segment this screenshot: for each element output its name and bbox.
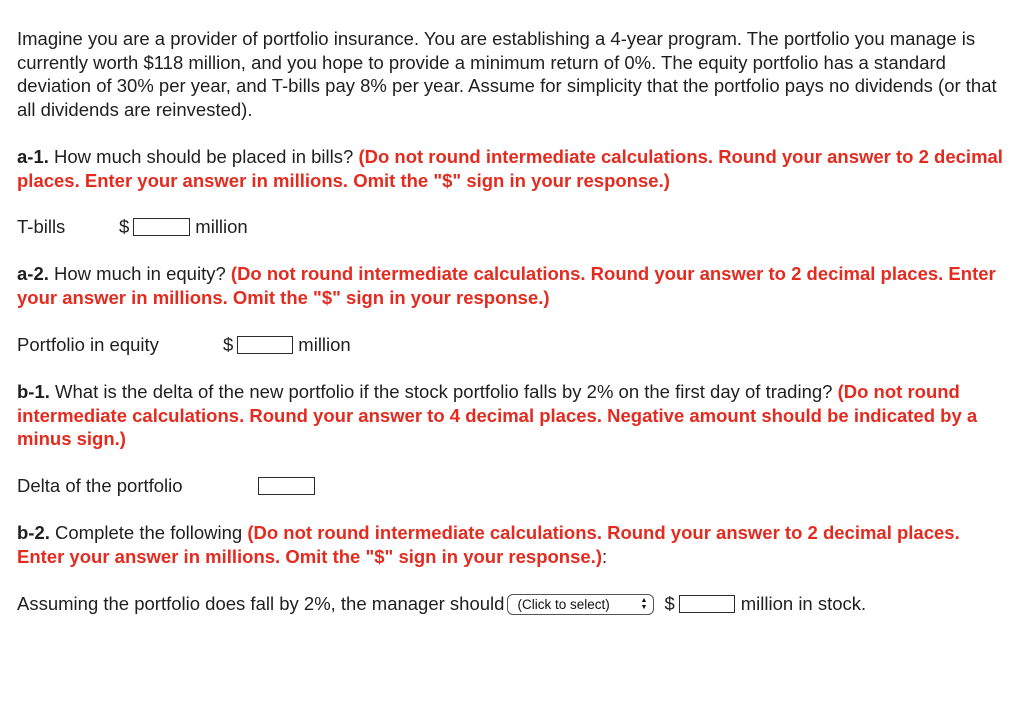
stock-sentence: Assuming the portfolio does fall by 2%, the manager should [17, 593, 505, 614]
question-a1-instructions: (Do not round intermediate calculations. Round your answer to 2 decimal places. Enter your answer in millions. Omit the "$" sign in your response.) [17, 146, 1003, 191]
question-b2 [17, 521, 1007, 568]
stock-unit: million in stock. [740, 593, 867, 614]
question-a2 [17, 262, 1007, 309]
tbills-input[interactable] [133, 218, 190, 236]
equity-label: Portfolio in equity [17, 334, 159, 355]
question-b1 [17, 380, 1007, 451]
chevron-up-down-icon: ▲ ▼ [640, 597, 648, 611]
question-b2-text: Complete the following [49, 522, 248, 543]
stock-currency: $ [664, 593, 675, 614]
tbills-unit: million [195, 216, 248, 237]
answer-row-delta [17, 474, 315, 498]
delta-label: Delta of the portfolio [17, 475, 183, 496]
problem-statement: Imagine you are a provider of portfolio insurance. You are establishing a 4-year program. The portfolio you manage is currently worth $118 million, and you hope to provide a minimum return of 0%. The equity portfolio has a standard deviation of 30% per year, and T-bills pay 8% per year. Assume for simplicity that the portfolio pays no dividends (or that all dividends are reinvested). [17, 28, 997, 120]
equity-input[interactable] [237, 336, 293, 354]
question-b1-number: b-1. [17, 381, 50, 402]
question-a1 [17, 145, 1007, 192]
buy-sell-select-value: (Click to select) [517, 596, 610, 612]
stock-input[interactable] [679, 595, 735, 613]
answer-row-tbills [17, 215, 248, 239]
delta-input[interactable] [258, 477, 315, 495]
question-a2-number: a-2. [17, 263, 49, 284]
question-b2-number: b-2. [17, 522, 50, 543]
question-b2-instructions: (Do not round intermediate calculations. Round your answer to 2 decimal places. Enter your answer in millions. Omit the "$" sign in your response.) [17, 522, 960, 567]
question-a1-text: How much should be placed in bills? [48, 146, 359, 167]
equity-currency: $ [223, 334, 234, 355]
question-a2-text: How much in equity? [48, 263, 231, 284]
equity-unit: million [298, 334, 351, 355]
tbills-currency: $ [119, 216, 130, 237]
answer-row-equity [17, 333, 351, 357]
question-b1-instructions: (Do not round intermediate calculations. Round your answer to 4 decimal places. Negative amount should be indicated by a minus sign.) [17, 381, 978, 449]
question-b1-text: What is the delta of the new portfolio if the stock portfolio falls by 2% on the first day of trading? [49, 381, 838, 402]
answer-row-stock [17, 592, 866, 616]
buy-sell-select[interactable] [507, 594, 654, 615]
question-b2-colon: : [602, 545, 608, 567]
tbills-label: T-bills [17, 216, 66, 237]
question-a1-number: a-1. [17, 146, 49, 167]
question-a2-instructions: (Do not round intermediate calculations. Round your answer to 2 decimal places. Enter your answer in millions. Omit the "$" sign in your response.) [17, 263, 996, 308]
